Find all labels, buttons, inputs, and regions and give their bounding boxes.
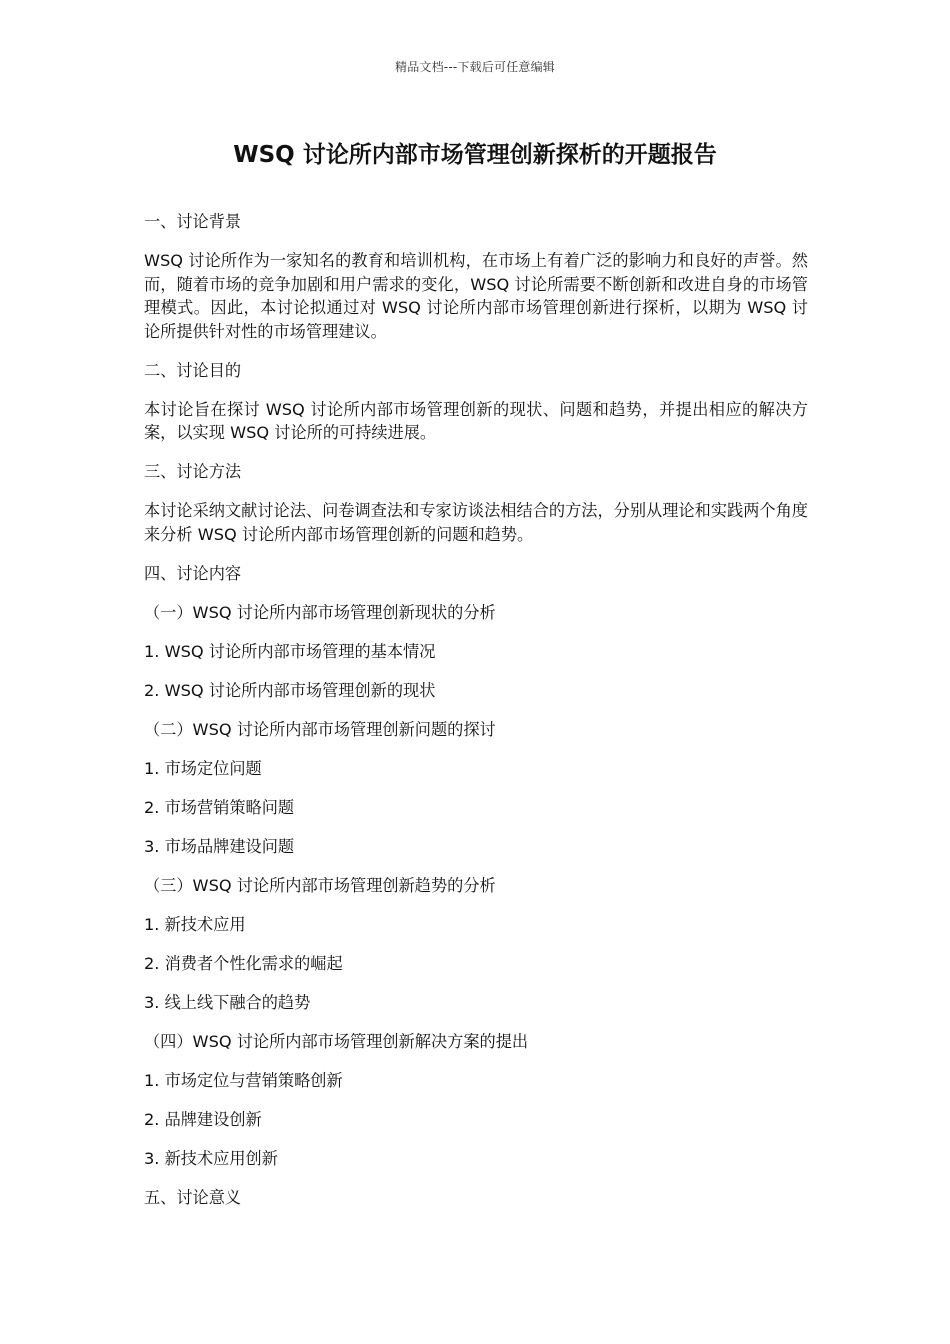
- list-item: 1. 市场定位问题: [144, 758, 262, 778]
- section-heading-content: 四、讨论内容: [144, 563, 242, 583]
- background-paragraph: WSQ 讨论所作为一家知名的教育和培训机构，在市场上有着广泛的影响力和良好的声誉。然而，随着市场的竞争加剧和用户需求的变化，WSQ 讨论所需要不断创新和改进自身的市场管理模式。因此，本讨论拟通过对 WSQ 讨论所内部市场管理创新进行探析，以期为 WSQ 讨论所提供针对性的市场管理建议。: [144, 251, 808, 341]
- subsection-heading-4: （四）WSQ 讨论所内部市场管理创新解决方案的提出: [144, 1031, 529, 1051]
- document-body: [144, 210, 808, 1225]
- list-item: 1. 市场定位与营销策略创新: [144, 1070, 343, 1090]
- list-item: 3. 市场品牌建设问题: [144, 836, 295, 856]
- list-item: 2. WSQ 讨论所内部市场管理创新的现状: [144, 680, 436, 700]
- method-paragraph: 本讨论采纳文献讨论法、问卷调查法和专家访谈法相结合的方法，分别从理论和实践两个角度来分析 WSQ 讨论所内部市场管理创新的问题和趋势。: [144, 501, 808, 544]
- section-heading-significance: 五、讨论意义: [144, 1187, 242, 1207]
- list-item: 2. 市场营销策略问题: [144, 797, 295, 817]
- section-heading-background: 一、讨论背景: [144, 212, 242, 231]
- list-item: 3. 线上线下融合的趋势: [144, 992, 311, 1012]
- document-title: WSQ 讨论所内部市场管理创新探析的开题报告: [233, 142, 717, 168]
- subsection-heading-3: （三）WSQ 讨论所内部市场管理创新趋势的分析: [144, 875, 496, 895]
- section-heading-purpose: 二、讨论目的: [144, 360, 242, 380]
- list-item: 1. WSQ 讨论所内部市场管理的基本情况: [144, 641, 436, 661]
- list-item: 3. 新技术应用创新: [144, 1148, 278, 1168]
- page-header: 精品文档---下载后可任意编辑: [395, 60, 555, 74]
- subsection-heading-2: （二）WSQ 讨论所内部市场管理创新问题的探讨: [144, 719, 496, 739]
- subsection-heading-1: （一）WSQ 讨论所内部市场管理创新现状的分析: [144, 602, 496, 622]
- list-item: 1. 新技术应用: [144, 914, 246, 934]
- list-item: 2. 消费者个性化需求的崛起: [144, 953, 343, 973]
- list-item: 2. 品牌建设创新: [144, 1109, 262, 1129]
- purpose-paragraph: 本讨论旨在探讨 WSQ 讨论所内部市场管理创新的现状、问题和趋势，并提出相应的解决方案，以实现 WSQ 讨论所的可持续进展。: [144, 399, 808, 442]
- section-heading-method: 三、讨论方法: [144, 462, 242, 481]
